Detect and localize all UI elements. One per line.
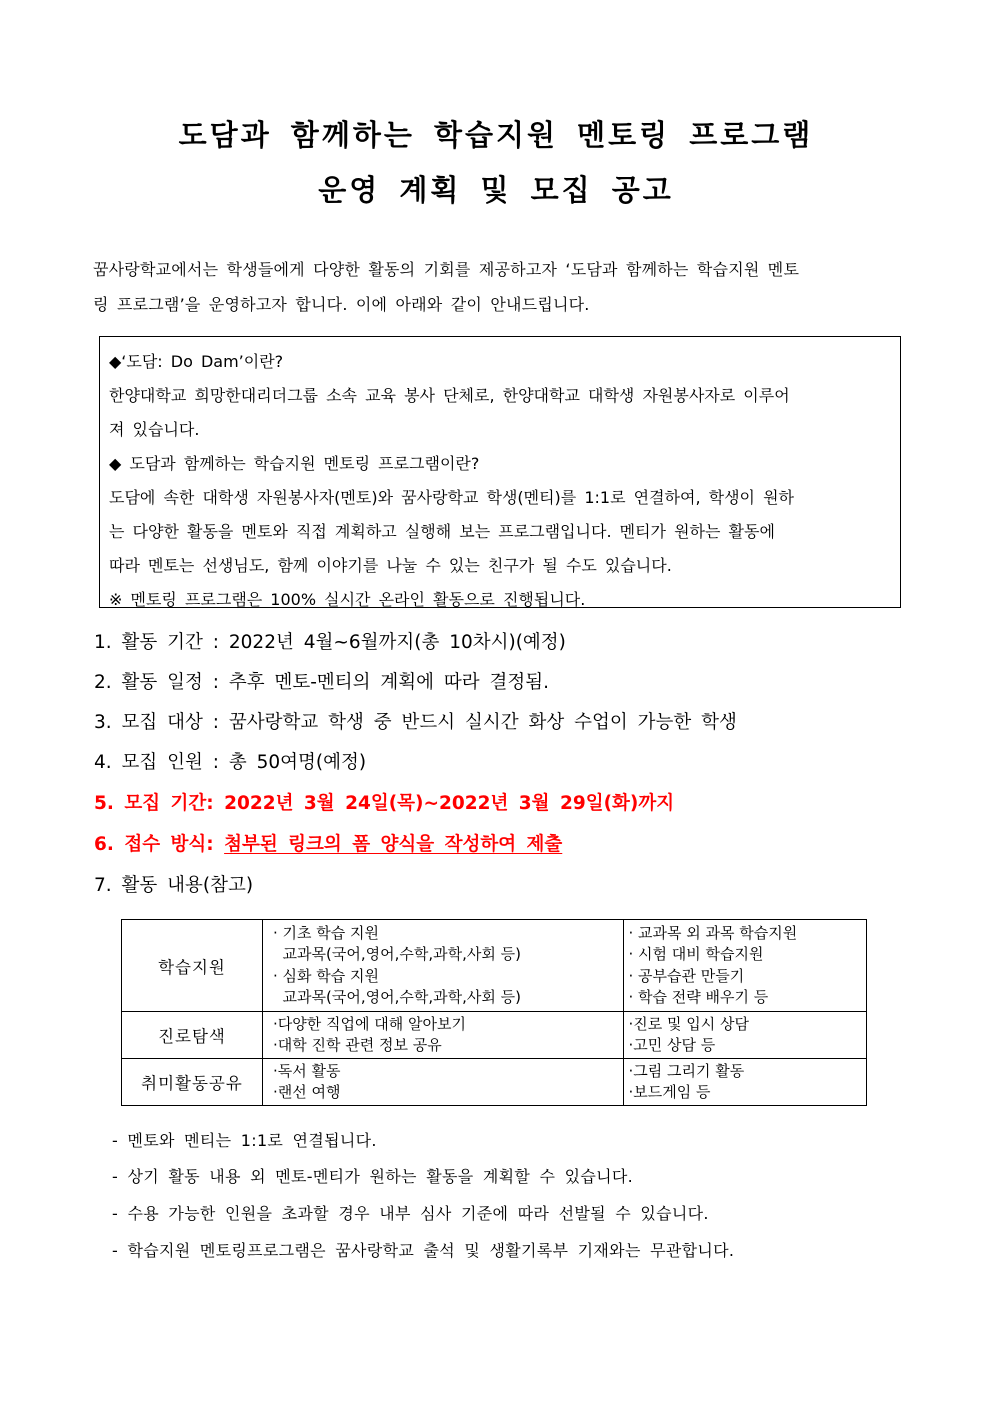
activity-line: ·다양한 직업에 대해 알아보기 xyxy=(273,1014,466,1033)
activity-cell xyxy=(263,1059,624,1106)
item-apply-method xyxy=(94,830,562,856)
note-item: - 수용 가능한 인원을 초과할 경우 내부 심사 기준에 따라 선발될 수 있습니다. xyxy=(112,1204,709,1223)
item-recruit-period: 5. 모집 기간: 2022년 3월 24일(목)~2022년 3월 29일(화)까지 xyxy=(94,793,675,814)
activity-line: ·진로 및 입시 상담 xyxy=(628,1014,749,1033)
activity-line: · 시험 대비 학습지원 xyxy=(628,945,764,963)
page-title-line1: 도담과 함께하는 학습지원 멘토링 프로그램 xyxy=(178,118,814,152)
activity-cell xyxy=(624,1059,867,1106)
item-schedule: 2. 활동 일정 : 추후 멘토-멘티의 계획에 따라 결정됨. xyxy=(94,672,550,693)
info-box-line: 져 있습니다. xyxy=(109,420,200,439)
category-cell: 학습지원 xyxy=(122,920,263,1012)
page-title-line2: 운영 계획 및 모집 공고 xyxy=(318,173,674,207)
activity-line: 교과목(국어,영어,수학,과학,사회 등) xyxy=(273,945,521,963)
activity-line: · 공부습관 만들기 xyxy=(628,966,745,985)
item-headcount: 4. 모집 인원 : 총 50여명(예정) xyxy=(94,752,367,773)
activity-cell xyxy=(624,1012,867,1059)
table-row xyxy=(122,920,867,1012)
info-box-line: ◆‘도담: Do Dam’이란? xyxy=(109,352,284,371)
intro-line-1: 꿈사랑학교에서는 학생들에게 다양한 활동의 기회를 제공하고자 ‘도담과 함께하는 학습지원 멘토 xyxy=(93,260,800,279)
info-box xyxy=(99,336,901,608)
activity-cell xyxy=(263,1012,624,1059)
activity-line: ·고민 상담 등 xyxy=(628,1036,716,1054)
item-target: 3. 모집 대상 : 꿈사랑학교 학생 중 반드시 실시간 화상 수업이 가능한 학생 xyxy=(94,712,737,733)
table-row xyxy=(122,1012,867,1059)
apply-method-label: 6. 접수 방식: xyxy=(94,834,225,855)
item-period: 1. 활동 기간 : 2022년 4월~6월까지(총 10차시)(예정) xyxy=(94,632,566,653)
activity-line: ·그림 그리기 활동 xyxy=(628,1061,745,1080)
activity-line: ·랜선 여행 xyxy=(273,1083,341,1101)
activity-cell xyxy=(263,920,624,1012)
table-row xyxy=(122,1059,867,1106)
note-item: - 학습지원 멘토링프로그램은 꿈사랑학교 출석 및 생활기록부 기재와는 무관합니다. xyxy=(112,1241,735,1260)
activity-line: · 교과목 외 과목 학습지원 xyxy=(628,923,798,942)
category-cell: 진로탐색 xyxy=(122,1012,263,1059)
info-box-line: 따라 멘토는 선생님도, 함께 이야기를 나눌 수 있는 친구가 될 수도 있습니다. xyxy=(109,556,672,575)
activity-line: ·독서 활동 xyxy=(273,1061,341,1080)
info-box-line: 는 다양한 활동을 멘토와 직접 계획하고 실행해 보는 프로그램입니다. 멘티가 원하는 활동에 xyxy=(109,522,775,541)
activity-line: · 기초 학습 지원 xyxy=(273,923,380,942)
activity-line: · 심화 학습 지원 xyxy=(273,966,380,985)
intro-line-2: 링 프로그램’을 운영하고자 합니다. 이에 아래와 같이 안내드립니다. xyxy=(93,295,590,314)
info-box-line: 한양대학교 희망한대리더그룹 소속 교육 봉사 단체로, 한양대학교 대학생 자원봉사자로 이루어 xyxy=(109,386,790,405)
activity-line: ·보드게임 등 xyxy=(628,1083,711,1101)
info-box-line: 도담에 속한 대학생 자원봉사자(멘토)와 꿈사랑학교 학생(멘티)를 1:1로 연결하여, 학생이 원하 xyxy=(109,488,794,507)
info-box-line: ◆ 도담과 함께하는 학습지원 멘토링 프로그램이란? xyxy=(109,454,480,473)
activity-line: · 학습 전략 배우기 등 xyxy=(628,988,769,1006)
activity-line: 교과목(국어,영어,수학,과학,사회 등) xyxy=(273,988,521,1006)
note-item: - 상기 활동 내용 외 멘토-멘티가 원하는 활동을 계획할 수 있습니다. xyxy=(112,1167,634,1186)
activity-line: ·대학 진학 관련 정보 공유 xyxy=(273,1036,442,1054)
category-cell: 취미활동공유 xyxy=(122,1059,263,1106)
apply-method-link[interactable]: 첨부된 링크의 폼 양식을 작성하여 제출 xyxy=(224,834,563,855)
note-item: - 멘토와 멘티는 1:1로 연결됩니다. xyxy=(112,1131,377,1150)
item-activity: 7. 활동 내용(참고) xyxy=(94,875,254,896)
info-box-line: ※ 멘토링 프로그램은 100% 실시간 온라인 활동으로 진행됩니다. xyxy=(109,590,586,609)
activity-table xyxy=(121,919,867,1106)
activity-cell xyxy=(624,920,867,1012)
